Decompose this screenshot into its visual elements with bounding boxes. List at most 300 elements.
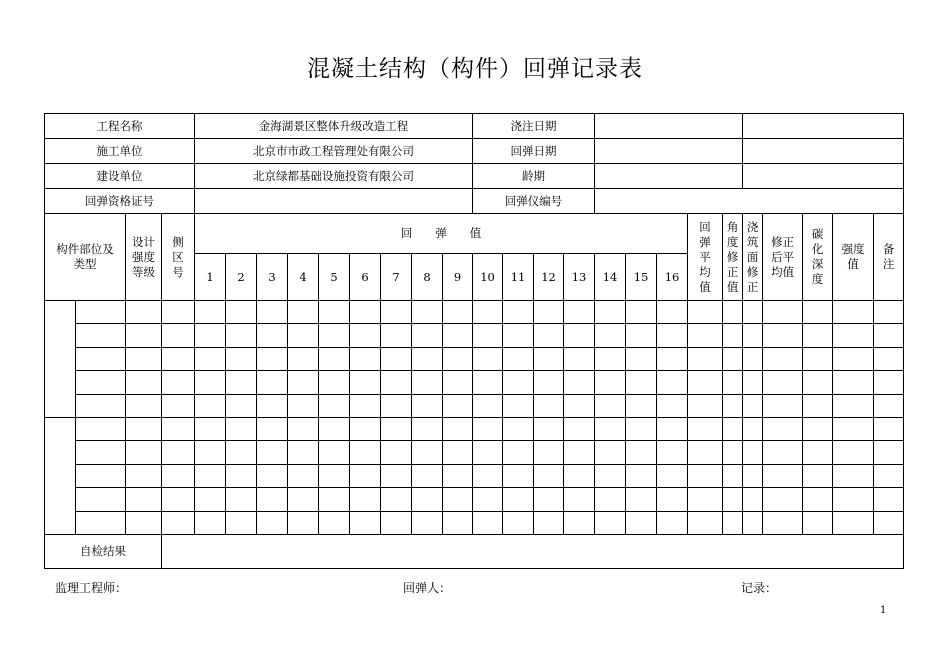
data-cell[interactable] — [319, 347, 350, 370]
data-cell[interactable] — [162, 347, 195, 370]
data-cell[interactable] — [743, 394, 763, 417]
data-cell[interactable] — [595, 441, 626, 464]
rebound-date-value[interactable] — [595, 139, 743, 164]
page-title: 混凝土结构（构件）回弹记录表 — [307, 56, 643, 82]
data-cell[interactable] — [723, 394, 743, 417]
data-cell[interactable] — [195, 301, 226, 324]
data-cell[interactable] — [412, 324, 443, 347]
data-cell[interactable] — [443, 301, 473, 324]
data-cell[interactable] — [76, 464, 126, 487]
data-cell[interactable] — [443, 371, 473, 394]
data-cell[interactable] — [257, 417, 288, 440]
data-cell[interactable] — [723, 441, 743, 464]
data-cell[interactable] — [319, 301, 350, 324]
data-cell[interactable] — [473, 488, 503, 511]
data-cell[interactable] — [503, 301, 534, 324]
data-cell[interactable] — [443, 464, 473, 487]
data-cell[interactable] — [626, 371, 657, 394]
data-cell[interactable] — [688, 464, 723, 487]
data-cell[interactable] — [381, 417, 412, 440]
data-cell[interactable] — [874, 417, 904, 440]
instrument-value[interactable] — [595, 189, 904, 214]
data-cell[interactable] — [76, 417, 126, 440]
data-cell[interactable] — [195, 394, 226, 417]
age-label: 龄期 — [473, 164, 595, 189]
data-cell[interactable] — [319, 441, 350, 464]
pour-face-corr-header: 浇 筑 面 修 正 — [743, 214, 763, 301]
data-cell[interactable] — [657, 417, 688, 440]
data-cell[interactable] — [76, 488, 126, 511]
data-cell[interactable] — [595, 347, 626, 370]
data-cell[interactable] — [226, 511, 257, 534]
data-cell[interactable] — [126, 371, 162, 394]
data-cell[interactable] — [564, 324, 595, 347]
data-cell[interactable] — [288, 394, 319, 417]
data-cell[interactable] — [319, 324, 350, 347]
data-cell[interactable] — [833, 324, 874, 347]
data-cell[interactable] — [473, 301, 503, 324]
data-cell[interactable] — [763, 417, 803, 440]
data-cell[interactable] — [657, 511, 688, 534]
data-cell[interactable] — [226, 301, 257, 324]
data-cell[interactable] — [319, 511, 350, 534]
data-cell[interactable] — [162, 464, 195, 487]
data-cell[interactable] — [443, 511, 473, 534]
data-cell[interactable] — [473, 511, 503, 534]
data-cell[interactable] — [288, 347, 319, 370]
data-cell[interactable] — [126, 417, 162, 440]
data-cell[interactable] — [803, 511, 833, 534]
data-cell[interactable] — [162, 488, 195, 511]
data-cell[interactable] — [257, 394, 288, 417]
data-cell[interactable] — [833, 417, 874, 440]
data-cell[interactable] — [595, 464, 626, 487]
data-cell[interactable] — [473, 371, 503, 394]
data-cell[interactable] — [688, 488, 723, 511]
data-cell[interactable] — [564, 488, 595, 511]
contractor-label: 施工单位 — [45, 139, 195, 164]
data-cell[interactable] — [833, 511, 874, 534]
data-cell[interactable] — [443, 394, 473, 417]
data-cell[interactable] — [763, 324, 803, 347]
data-cell[interactable] — [226, 488, 257, 511]
member-group-cell[interactable] — [45, 417, 76, 534]
data-cell[interactable] — [874, 301, 904, 324]
data-cell[interactable] — [763, 371, 803, 394]
data-cell[interactable] — [763, 394, 803, 417]
data-cell[interactable] — [626, 464, 657, 487]
data-cell[interactable] — [257, 441, 288, 464]
data-cell[interactable] — [595, 301, 626, 324]
data-cell[interactable] — [534, 464, 564, 487]
data-cell[interactable] — [503, 347, 534, 370]
data-cell[interactable] — [473, 394, 503, 417]
pour-date-value[interactable] — [595, 114, 743, 139]
data-cell[interactable] — [126, 441, 162, 464]
pour-date-label: 浇注日期 — [473, 114, 595, 139]
table-row — [45, 301, 904, 324]
data-cell[interactable] — [412, 417, 443, 440]
reading-number: 2 — [226, 254, 257, 301]
data-cell[interactable] — [443, 324, 473, 347]
data-cell[interactable] — [319, 371, 350, 394]
age-extra[interactable] — [743, 164, 904, 189]
table-row — [45, 464, 904, 487]
data-cell[interactable] — [412, 301, 443, 324]
data-cell[interactable] — [743, 511, 763, 534]
data-cell[interactable] — [226, 441, 257, 464]
data-cell[interactable] — [723, 417, 743, 440]
data-cell[interactable] — [743, 488, 763, 511]
data-cell[interactable] — [162, 301, 195, 324]
rebound-date-extra[interactable] — [743, 139, 904, 164]
data-cell[interactable] — [833, 347, 874, 370]
info-row-builder — [45, 164, 904, 189]
data-cell[interactable] — [76, 394, 126, 417]
data-cell[interactable] — [162, 511, 195, 534]
data-cell[interactable] — [226, 347, 257, 370]
data-cell[interactable] — [443, 347, 473, 370]
data-cell[interactable] — [126, 394, 162, 417]
data-cell[interactable] — [350, 301, 381, 324]
data-cell[interactable] — [162, 417, 195, 440]
data-cell[interactable] — [503, 511, 534, 534]
data-cell[interactable] — [803, 394, 833, 417]
reading-number: 4 — [288, 254, 319, 301]
data-cell[interactable] — [412, 464, 443, 487]
data-cell[interactable] — [162, 441, 195, 464]
data-cell[interactable] — [443, 488, 473, 511]
data-cell[interactable] — [226, 371, 257, 394]
data-cell[interactable] — [743, 347, 763, 370]
data-cell[interactable] — [743, 324, 763, 347]
data-cell[interactable] — [319, 464, 350, 487]
data-cell[interactable] — [412, 441, 443, 464]
data-cell[interactable] — [688, 324, 723, 347]
data-cell[interactable] — [626, 441, 657, 464]
data-cell[interactable] — [626, 417, 657, 440]
data-cell[interactable] — [412, 511, 443, 534]
data-cell[interactable] — [564, 417, 595, 440]
data-cell[interactable] — [564, 441, 595, 464]
data-cell[interactable] — [833, 464, 874, 487]
self-check-value[interactable] — [162, 534, 904, 568]
data-cell[interactable] — [257, 511, 288, 534]
data-cell[interactable] — [257, 371, 288, 394]
data-cell[interactable] — [443, 417, 473, 440]
data-cell[interactable] — [350, 371, 381, 394]
data-cell[interactable] — [564, 464, 595, 487]
data-cell[interactable] — [257, 464, 288, 487]
data-cell[interactable] — [688, 301, 723, 324]
data-cell[interactable] — [76, 347, 126, 370]
data-cell[interactable] — [503, 417, 534, 440]
data-cell[interactable] — [195, 488, 226, 511]
data-cell[interactable] — [195, 324, 226, 347]
data-cell[interactable] — [350, 464, 381, 487]
table-row — [45, 371, 904, 394]
data-cell[interactable] — [803, 371, 833, 394]
data-cell[interactable] — [443, 441, 473, 464]
self-check-label: 自检结果 — [45, 534, 162, 568]
age-value[interactable] — [595, 164, 743, 189]
data-cell[interactable] — [723, 511, 743, 534]
data-cell[interactable] — [833, 371, 874, 394]
data-cell[interactable] — [803, 464, 833, 487]
data-cell[interactable] — [288, 371, 319, 394]
data-cell[interactable] — [803, 301, 833, 324]
data-cell[interactable] — [350, 488, 381, 511]
data-cell[interactable] — [803, 347, 833, 370]
data-cell[interactable] — [76, 371, 126, 394]
reading-number: 10 — [473, 254, 503, 301]
data-cell[interactable] — [412, 371, 443, 394]
data-cell[interactable] — [76, 441, 126, 464]
member-header: 构件部位及类型 — [45, 214, 126, 301]
data-cell[interactable] — [874, 441, 904, 464]
data-cell[interactable] — [319, 417, 350, 440]
data-cell[interactable] — [595, 394, 626, 417]
data-cell[interactable] — [743, 464, 763, 487]
data-cell[interactable] — [657, 488, 688, 511]
data-cell[interactable] — [803, 324, 833, 347]
data-cell[interactable] — [257, 347, 288, 370]
data-cell[interactable] — [763, 488, 803, 511]
data-cell[interactable] — [657, 347, 688, 370]
data-cell[interactable] — [473, 347, 503, 370]
data-cell[interactable] — [126, 488, 162, 511]
data-cell[interactable] — [763, 441, 803, 464]
data-cell[interactable] — [874, 371, 904, 394]
data-cell[interactable] — [126, 301, 162, 324]
data-cell[interactable] — [657, 324, 688, 347]
data-cell[interactable] — [874, 464, 904, 487]
data-cell[interactable] — [381, 464, 412, 487]
data-cell[interactable] — [195, 464, 226, 487]
data-cell[interactable] — [412, 488, 443, 511]
data-cell[interactable] — [226, 394, 257, 417]
data-cell[interactable] — [195, 371, 226, 394]
column-header-row-1 — [45, 214, 904, 254]
reading-number: 3 — [257, 254, 288, 301]
data-cell[interactable] — [626, 488, 657, 511]
data-cell[interactable] — [350, 441, 381, 464]
data-cell[interactable] — [763, 301, 803, 324]
data-cell[interactable] — [803, 488, 833, 511]
reading-number: 15 — [626, 254, 657, 301]
data-cell[interactable] — [803, 417, 833, 440]
data-cell[interactable] — [503, 464, 534, 487]
data-cell[interactable] — [350, 324, 381, 347]
data-cell[interactable] — [319, 488, 350, 511]
data-cell[interactable] — [743, 417, 763, 440]
data-cell[interactable] — [534, 488, 564, 511]
data-cell[interactable] — [743, 441, 763, 464]
data-cell[interactable] — [288, 464, 319, 487]
data-cell[interactable] — [688, 347, 723, 370]
data-cell[interactable] — [473, 464, 503, 487]
data-cell[interactable] — [833, 488, 874, 511]
data-cell[interactable] — [226, 324, 257, 347]
data-cell[interactable] — [626, 511, 657, 534]
table-row — [45, 394, 904, 417]
data-cell[interactable] — [688, 441, 723, 464]
data-cell[interactable] — [763, 347, 803, 370]
data-cell[interactable] — [350, 394, 381, 417]
data-cell[interactable] — [688, 511, 723, 534]
cert-label: 回弹资格证号 — [45, 189, 195, 214]
info-row-cert — [45, 189, 904, 214]
data-cell[interactable] — [534, 441, 564, 464]
data-cell[interactable] — [688, 394, 723, 417]
data-cell[interactable] — [503, 371, 534, 394]
data-cell[interactable] — [381, 441, 412, 464]
data-cell[interactable] — [874, 394, 904, 417]
data-cell[interactable] — [381, 301, 412, 324]
data-cell[interactable] — [626, 324, 657, 347]
data-cell[interactable] — [195, 441, 226, 464]
data-cell[interactable] — [564, 394, 595, 417]
data-cell[interactable] — [319, 394, 350, 417]
data-cell[interactable] — [257, 488, 288, 511]
data-cell[interactable] — [381, 324, 412, 347]
data-cell[interactable] — [288, 488, 319, 511]
data-cell[interactable] — [595, 488, 626, 511]
data-cell[interactable] — [195, 347, 226, 370]
data-cell[interactable] — [226, 464, 257, 487]
data-cell[interactable] — [763, 511, 803, 534]
data-cell[interactable] — [564, 511, 595, 534]
data-cell[interactable] — [564, 347, 595, 370]
data-cell[interactable] — [503, 324, 534, 347]
data-cell[interactable] — [195, 417, 226, 440]
data-cell[interactable] — [162, 371, 195, 394]
data-cell[interactable] — [595, 417, 626, 440]
data-cell[interactable] — [473, 441, 503, 464]
data-cell[interactable] — [626, 394, 657, 417]
table-row — [45, 417, 904, 440]
data-cell[interactable] — [195, 511, 226, 534]
data-cell[interactable] — [626, 301, 657, 324]
info-row-contractor — [45, 139, 904, 164]
data-cell[interactable] — [503, 394, 534, 417]
data-cell[interactable] — [534, 417, 564, 440]
data-cell[interactable] — [126, 347, 162, 370]
data-cell[interactable] — [874, 347, 904, 370]
table-row — [45, 441, 904, 464]
data-cell[interactable] — [503, 441, 534, 464]
data-cell[interactable] — [803, 441, 833, 464]
data-cell[interactable] — [743, 301, 763, 324]
data-cell[interactable] — [288, 301, 319, 324]
data-cell[interactable] — [503, 488, 534, 511]
data-cell[interactable] — [226, 417, 257, 440]
data-cell[interactable] — [76, 301, 126, 324]
data-cell[interactable] — [288, 324, 319, 347]
data-cell[interactable] — [723, 324, 743, 347]
data-cell[interactable] — [126, 464, 162, 487]
data-cell[interactable] — [833, 301, 874, 324]
data-cell[interactable] — [564, 301, 595, 324]
data-cell[interactable] — [595, 371, 626, 394]
data-cell[interactable] — [723, 464, 743, 487]
data-cell[interactable] — [350, 511, 381, 534]
data-cell[interactable] — [473, 324, 503, 347]
data-cell[interactable] — [126, 324, 162, 347]
data-cell[interactable] — [564, 371, 595, 394]
data-cell[interactable] — [657, 394, 688, 417]
data-cell[interactable] — [381, 488, 412, 511]
data-cell[interactable] — [350, 417, 381, 440]
data-cell[interactable] — [688, 417, 723, 440]
data-cell[interactable] — [412, 394, 443, 417]
data-cell[interactable] — [288, 511, 319, 534]
project-value: 金海湖景区整体升级改造工程 — [195, 114, 473, 139]
data-cell[interactable] — [874, 511, 904, 534]
data-cell[interactable] — [874, 324, 904, 347]
zone-header: 侧 区 号 — [162, 214, 195, 301]
data-cell[interactable] — [874, 488, 904, 511]
data-cell[interactable] — [162, 394, 195, 417]
data-cell[interactable] — [76, 324, 126, 347]
data-cell[interactable] — [381, 511, 412, 534]
data-cell[interactable] — [126, 511, 162, 534]
reading-number: 9 — [443, 254, 473, 301]
data-cell[interactable] — [534, 347, 564, 370]
data-cell[interactable] — [534, 394, 564, 417]
data-cell[interactable] — [473, 417, 503, 440]
data-cell[interactable] — [657, 464, 688, 487]
data-cell[interactable] — [595, 324, 626, 347]
data-cell[interactable] — [350, 347, 381, 370]
data-cell[interactable] — [534, 511, 564, 534]
member-group-cell[interactable] — [45, 301, 76, 418]
pour-date-extra[interactable] — [743, 114, 904, 139]
builder-value: 北京绿都基础设施投资有限公司 — [195, 164, 473, 189]
data-cell[interactable] — [595, 511, 626, 534]
data-cell[interactable] — [257, 301, 288, 324]
data-cell[interactable] — [723, 488, 743, 511]
data-cell[interactable] — [626, 347, 657, 370]
table-row — [45, 488, 904, 511]
data-cell[interactable] — [534, 371, 564, 394]
data-cell[interactable] — [833, 394, 874, 417]
data-cell[interactable] — [534, 324, 564, 347]
info-row-project — [45, 114, 904, 139]
data-cell[interactable] — [162, 324, 195, 347]
data-cell[interactable] — [288, 417, 319, 440]
data-cell[interactable] — [657, 441, 688, 464]
data-cell[interactable] — [288, 441, 319, 464]
data-cell[interactable] — [657, 301, 688, 324]
data-cell[interactable] — [763, 464, 803, 487]
data-cell[interactable] — [688, 371, 723, 394]
data-cell[interactable] — [257, 324, 288, 347]
data-cell[interactable] — [381, 394, 412, 417]
data-cell[interactable] — [381, 347, 412, 370]
data-cell[interactable] — [723, 371, 743, 394]
data-cell[interactable] — [76, 511, 126, 534]
data-cell[interactable] — [743, 371, 763, 394]
data-cell[interactable] — [833, 441, 874, 464]
data-cell[interactable] — [412, 347, 443, 370]
data-cell[interactable] — [657, 371, 688, 394]
data-cell[interactable] — [534, 301, 564, 324]
data-cell[interactable] — [723, 301, 743, 324]
data-cell[interactable] — [381, 371, 412, 394]
cert-value[interactable] — [195, 189, 473, 214]
data-cell[interactable] — [723, 347, 743, 370]
